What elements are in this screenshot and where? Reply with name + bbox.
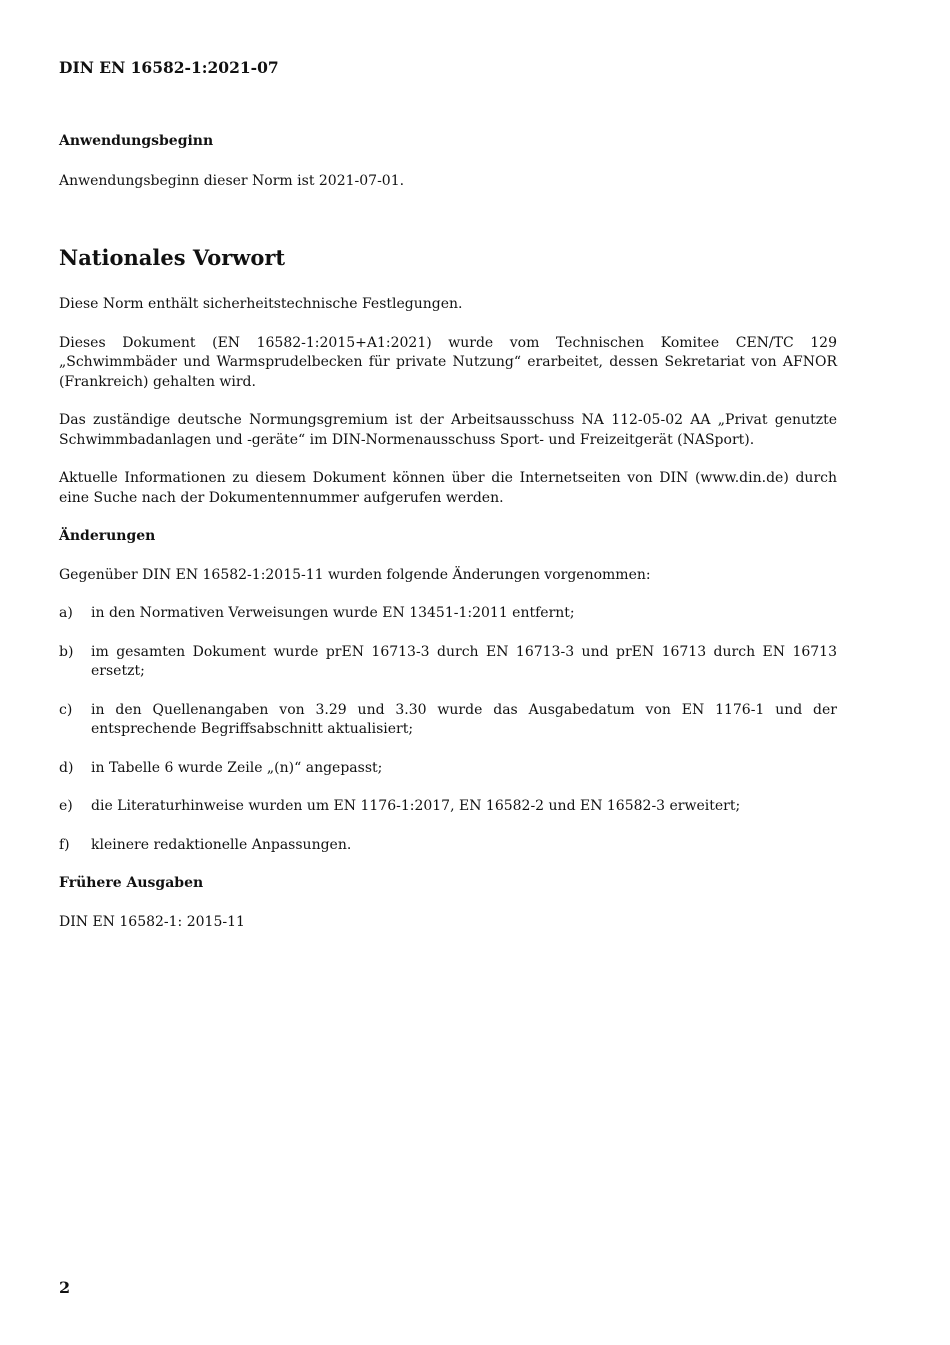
list-item xyxy=(59,797,837,817)
application-text: Anwendungsbeginn dieser Norm ist 2021-07-01. xyxy=(59,172,405,189)
list-item-text: kleinere redaktionelle Anpassungen. xyxy=(91,836,352,853)
list-item-text: in den Normativen Verweisungen wurde EN 13451-1:2011 entfernt; xyxy=(91,605,575,621)
list-item xyxy=(59,836,837,856)
previous-editions-heading: Frühere Ausgaben xyxy=(59,875,204,891)
list-item-text: in Tabelle 6 wurde Zeile „(n)“ angepasst; xyxy=(91,759,383,776)
list-item-label: d) xyxy=(59,759,74,776)
list-item-text: im gesamten Dokument wurde prEN 16713-3 durch EN 16713-3 und prEN 16713 durch EN 16713 ersetzt; xyxy=(91,643,837,679)
changes-heading: Änderungen xyxy=(59,528,156,544)
list-item-text: die Literaturhinweise wurden um EN 1176-1:2017, EN 16582-2 und EN 16582-3 erweitert; xyxy=(91,798,741,814)
list-item-label: c) xyxy=(59,701,73,718)
list-item xyxy=(59,643,837,682)
page-content xyxy=(59,132,837,932)
list-item-label: f) xyxy=(59,836,70,853)
list-item-label: a) xyxy=(59,605,73,621)
previous-editions-text: DIN EN 16582-1: 2015-11 xyxy=(59,913,245,930)
page-number: 2 xyxy=(59,1278,71,1297)
list-item xyxy=(59,701,837,740)
list-item-label: b) xyxy=(59,643,74,660)
foreword-paragraph-1: Diese Norm enthält sicherheitstechnische Festlegungen. xyxy=(59,296,463,312)
list-item-text: in den Quellenangaben von 3.29 und 3.30 wurde das Ausgabedatum von EN 1176-1 und der entsprechende Begriffsabschnitt aktualisiert; xyxy=(91,701,837,737)
foreword-heading: Nationales Vorwort xyxy=(59,245,286,270)
foreword-paragraph-4: Aktuelle Informationen zu diesem Dokument können über die Internetseiten von DIN (www.din.de) durch eine Suche nach der Dokumentennummer aufgerufen werden. xyxy=(59,470,837,506)
foreword-paragraph-3: Das zuständige deutsche Normungsgremium ist der Arbeitsausschuss NA 112-05-02 AA „Privat genutzte Schwimmbadanlagen und -geräte“ im DIN-Normenausschuss Sport- und Freizeitgerät (NASport). xyxy=(59,412,837,448)
list-item xyxy=(59,759,837,779)
list-item xyxy=(59,604,837,624)
changes-intro: Gegenüber DIN EN 16582-1:2015-11 wurden folgende Änderungen vorgenommen: xyxy=(59,566,651,583)
list-item-label: e) xyxy=(59,798,73,814)
document-identifier: DIN EN 16582-1:2021-07 xyxy=(59,58,279,77)
application-heading: Anwendungsbeginn xyxy=(59,133,214,149)
foreword-paragraph-2: Dieses Dokument (EN 16582-1:2015+A1:2021) wurde vom Technischen Komitee CEN/TC 129 „Schwimmbäder und Warmsprudelbecken für private Nutzung“ erarbeitet, dessen Sekretariat von AFNOR (Frankreich) gehalten wird. xyxy=(59,334,837,390)
